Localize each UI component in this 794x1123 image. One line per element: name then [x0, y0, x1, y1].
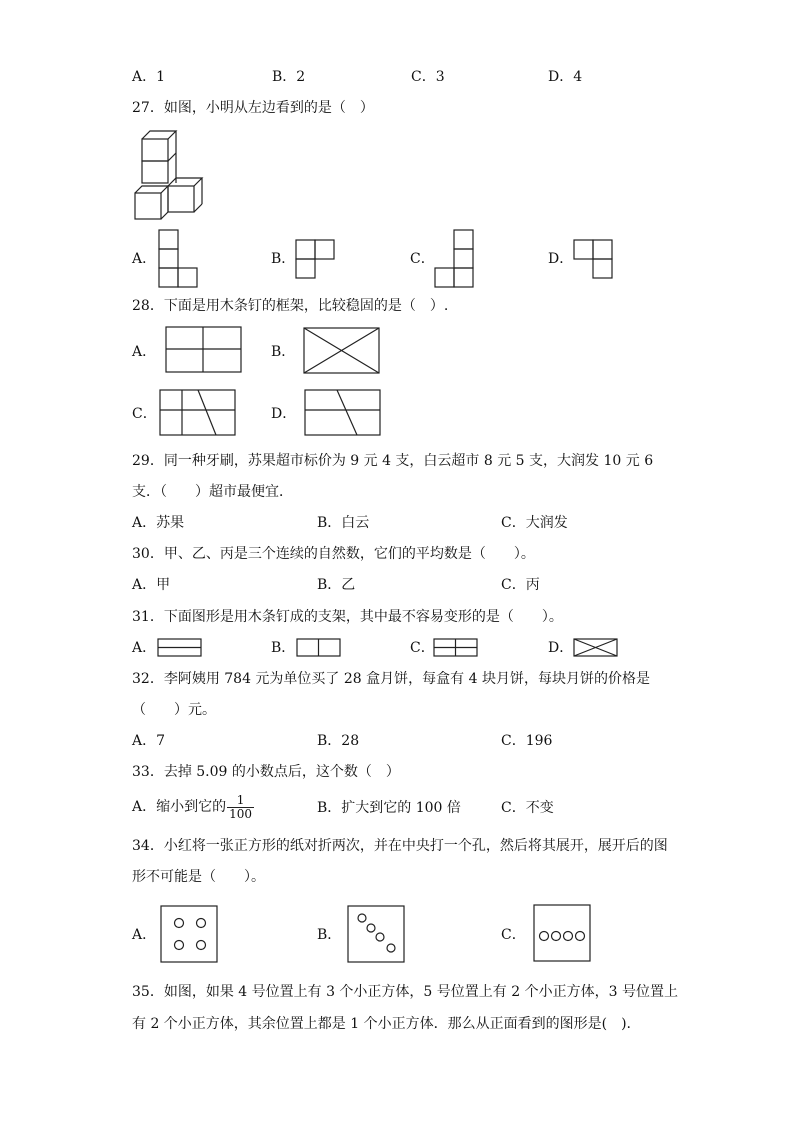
fraction-numerator: 1 [227, 794, 254, 808]
q29-stem-line1: 29．同一种牙刷，苏果超市标价为 9 元 4 支，白云超市 8 元 5 支，大润发 10 元 6 [132, 453, 654, 469]
q29-option-a[interactable]: A．苏果 [132, 515, 185, 531]
q27-option-b[interactable]: B． [271, 251, 296, 267]
q26-option-d[interactable]: D．4 [548, 69, 583, 85]
q34-option-b-figure [347, 905, 407, 965]
q31-option-b-figure [295, 637, 343, 659]
q31-option-a-figure [156, 637, 204, 659]
q34-option-a-figure [160, 905, 220, 965]
q35-stem-line2: 有 2 个小正方体，其余位置上都是 1 个小正方体．那么从正面看到的图形是( ). [132, 1016, 631, 1032]
q31-option-a[interactable]: A． [132, 640, 157, 656]
q32-option-b[interactable]: B．28 [317, 733, 360, 749]
q29-option-b[interactable]: B．白云 [317, 515, 370, 531]
q27-option-b-figure [295, 239, 337, 281]
q28-option-d-figure [303, 388, 383, 438]
q27-option-a-figure [158, 229, 200, 289]
q29-option-c[interactable]: C．大润发 [501, 515, 568, 531]
fraction [227, 794, 254, 821]
q26-option-c[interactable]: C．3 [411, 69, 445, 85]
fraction-denominator: 100 [229, 806, 253, 821]
q32-stem-line2: （ ）元。 [132, 702, 216, 718]
q27-option-d[interactable]: D． [548, 251, 574, 267]
q28-option-b-figure [302, 326, 382, 376]
q30-stem: 30．甲、乙、丙是三个连续的自然数，它们的平均数是（ ）。 [132, 546, 535, 562]
q26-option-b[interactable]: B．2 [272, 69, 306, 85]
q33-stem: 33．去掉 5.09 的小数点后，这个数（ ） [132, 764, 400, 780]
q26-option-a[interactable]: A．1 [132, 69, 166, 85]
q34-stem-line1: 34．小红将一张正方形的纸对折两次，并在中央打一个孔，然后将其展开，展开后的图 [132, 838, 668, 854]
q28-option-c-figure [158, 388, 238, 438]
q28-option-b[interactable]: B． [271, 344, 296, 360]
q27-option-c-figure [434, 229, 476, 289]
q34-option-a[interactable]: A． [132, 927, 157, 943]
q31-stem: 31．下面图形是用木条钉成的支架，其中最不容易变形的是（ ）。 [132, 609, 563, 625]
q28-option-a[interactable]: A． [132, 344, 157, 360]
q30-option-c[interactable]: C．丙 [501, 577, 540, 593]
q32-stem-line1: 32．李阿姨用 784 元为单位买了 28 盒月饼，每盒有 4 块月饼，每块月饼的价格是 [132, 671, 650, 687]
q33-option-a-text: A．缩小到它的 [132, 799, 227, 815]
q27-option-c[interactable]: C． [410, 251, 435, 267]
q27-cube-stack-figure [130, 126, 205, 222]
q31-option-d[interactable]: D． [548, 640, 574, 656]
q28-option-c[interactable]: C． [132, 406, 157, 422]
q34-option-c-figure [533, 904, 593, 964]
q34-option-c[interactable]: C． [501, 927, 526, 943]
q27-option-d-figure [573, 239, 615, 281]
q28-option-d[interactable]: D． [271, 406, 297, 422]
q31-option-c-figure [432, 637, 480, 659]
q27-stem: 27．如图，小明从左边看到的是（ ） [132, 100, 374, 116]
q28-option-a-figure [164, 325, 244, 375]
q34-option-b[interactable]: B． [317, 927, 342, 943]
q29-stem-line2: 支．（ ）超市最便宜． [132, 484, 293, 500]
q32-option-a[interactable]: A．7 [132, 733, 166, 749]
q35-stem-line1: 35．如图，如果 4 号位置上有 3 个小正方体，5 号位置上有 2 个小正方体，3 号位置上 [132, 984, 678, 1000]
q34-stem-line2: 形不可能是（ ）。 [132, 869, 265, 885]
q33-option-b[interactable]: B．扩大到它的 100 倍 [317, 800, 461, 816]
q27-option-a[interactable]: A． [132, 251, 157, 267]
q30-option-a[interactable]: A．甲 [132, 577, 171, 593]
q31-option-b[interactable]: B． [271, 640, 296, 656]
q33-option-c[interactable]: C．不变 [501, 800, 554, 816]
q30-option-b[interactable]: B．乙 [317, 577, 356, 593]
q31-option-d-figure [572, 637, 620, 659]
q31-option-c[interactable]: C． [410, 640, 435, 656]
q28-stem: 28．下面是用木条钉的框架，比较稳固的是（ ）. [132, 298, 449, 314]
q33-option-a[interactable] [132, 790, 254, 824]
q32-option-c[interactable]: C．196 [501, 733, 553, 749]
